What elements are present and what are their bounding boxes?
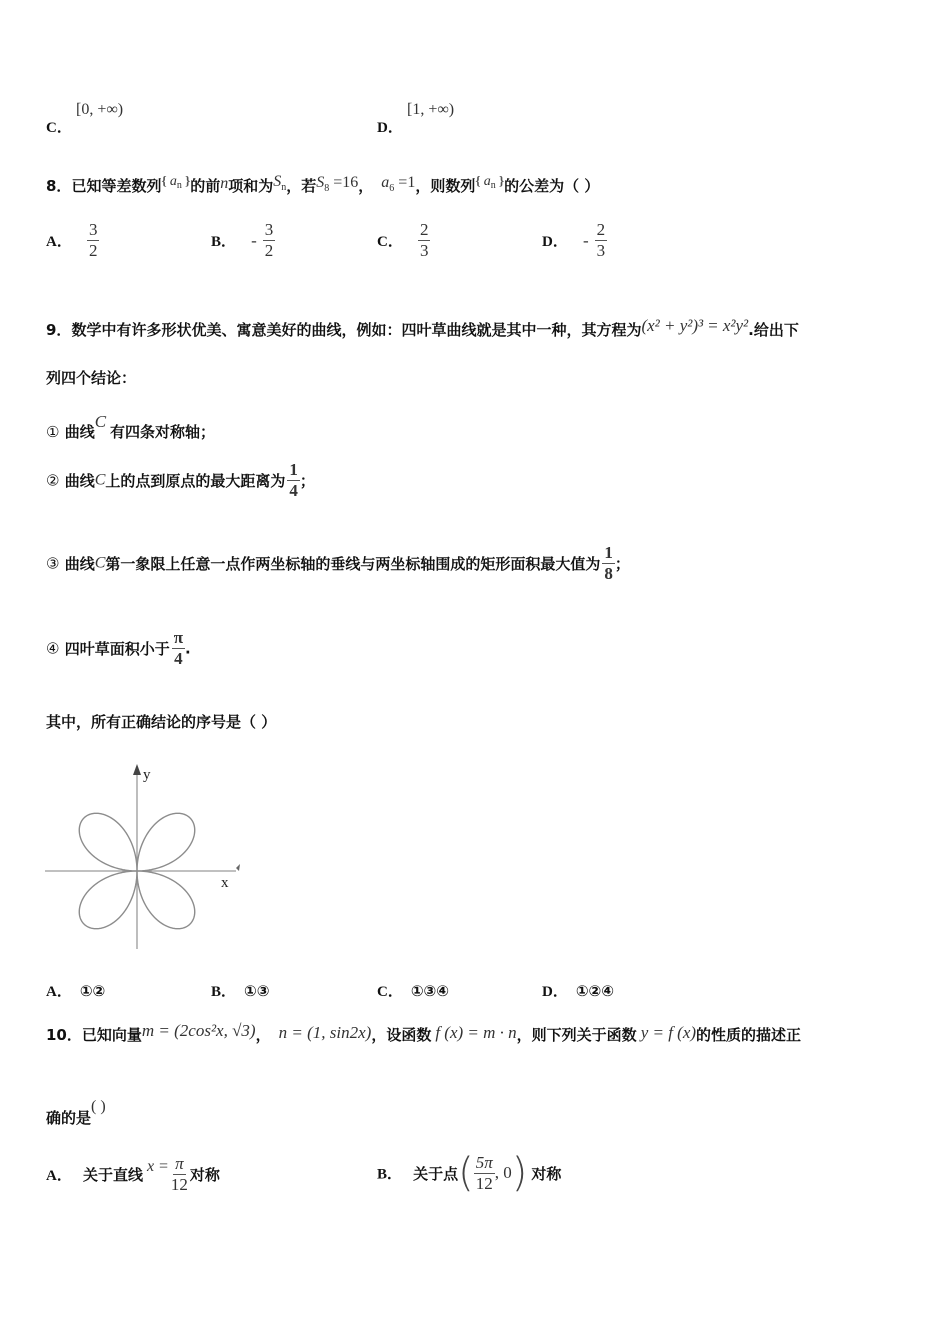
q8-option-d-num: 2: [596, 220, 606, 239]
q8-option-c: [377, 220, 430, 261]
q9-c3-den: 8: [604, 564, 613, 583]
q10-text-6: 确的是: [46, 1109, 92, 1127]
q10-text-5: 的性质的描述正: [696, 1026, 802, 1044]
q10-m-vector: m = (2cos²x, √3): [141, 1021, 256, 1040]
q9-c3-mark: ③: [46, 554, 60, 573]
q9-c3-fraction: [602, 543, 615, 584]
q8-option-d: [542, 220, 607, 261]
q10-option-b-text: 关于点: [413, 1164, 459, 1183]
q9-c3-a: 曲线: [64, 555, 95, 573]
q7-option-d-value: [1, +∞): [407, 101, 455, 118]
q9-c3-end: ；: [614, 555, 630, 573]
q9-stem-line2: 列四个结论：: [46, 369, 137, 387]
q8-option-c-num: 2: [419, 220, 429, 239]
q10-option-b: [377, 1150, 561, 1196]
q8-seq-brace: { $a_n$ }: [161, 173, 191, 191]
q10-text-1: 已知向量: [81, 1026, 142, 1044]
q9-y-arrow-icon: [133, 764, 141, 775]
q9-conclusion-2: [46, 460, 315, 501]
q9-c4-fraction: [172, 628, 185, 669]
q8-seq-sub: n: [176, 180, 182, 191]
q10-y-definition: y = f (x): [640, 1023, 697, 1042]
q9-stem-tail: .给出下: [748, 321, 799, 339]
q8-text-5: ，: [358, 177, 374, 195]
q10-option-a-end: 对称: [189, 1166, 220, 1184]
q8-option-a-fraction: [87, 220, 100, 261]
q10-number: 10．: [46, 1026, 82, 1044]
q10-option-a-label: A．: [46, 1168, 72, 1184]
q10-option-b-den: 12: [475, 1173, 493, 1193]
q10-option-a-text: 关于直线: [82, 1166, 143, 1184]
q9-stem-line1: [46, 312, 799, 344]
q10-text-4: ，则下列关于函数: [516, 1026, 637, 1044]
q8-seq-brace-2: { $a_n$ }: [475, 173, 505, 191]
q10-text-3: ，设函数: [371, 1026, 432, 1044]
q9-c1-mark: ①: [46, 423, 60, 441]
q8-text-1: 已知等差数列: [71, 177, 162, 195]
q9-option-c-value: ①③④: [410, 982, 449, 1000]
q8-option-b-fraction: [263, 220, 276, 261]
q9-c2-den: 4: [289, 481, 298, 500]
q9-equation-rhs: = x²y²: [707, 316, 749, 335]
q9-option-c-label: C．: [377, 984, 403, 1000]
q8-cond1: S: [316, 174, 325, 191]
q10-option-a-x: x =: [146, 1158, 169, 1175]
q9-c1-var: C: [94, 412, 107, 431]
q7-option-d-label: D．: [377, 120, 403, 136]
q9-option-d-label: D．: [542, 984, 568, 1000]
q8-text-7: 的公差为（ ）: [504, 177, 600, 195]
q8-stem: [46, 168, 599, 202]
q9-c4-num: π: [173, 628, 184, 647]
q10-option-b-rparen-icon: ): [511, 1150, 528, 1196]
q9-c3-num: 1: [604, 543, 613, 562]
q10-option-a-fraction: [169, 1154, 190, 1195]
q9-option-b: [211, 980, 269, 1001]
q9-conclusion-1: [46, 408, 215, 446]
q9-option-a: [46, 980, 105, 1001]
q8-option-c-label: C．: [377, 234, 403, 250]
q10-option-b-fraction: [474, 1153, 495, 1194]
q8-option-d-label: D．: [542, 234, 568, 250]
q8-option-a-label: A．: [46, 234, 72, 250]
q9-option-d-value: ①②④: [575, 982, 614, 1000]
q8-text-3: 项和为: [228, 177, 274, 195]
q8-S: S: [273, 173, 282, 190]
q9-c4-mark: ④: [46, 639, 60, 658]
q9-option-b-label: B．: [211, 984, 237, 1000]
q8-text-6: ，则数列: [415, 177, 476, 195]
q10-f-definition: f (x) = m · n: [435, 1023, 517, 1042]
q8-option-d-den: 3: [596, 241, 606, 260]
q8-option-b-num: 3: [264, 220, 274, 239]
q8-cond2: a: [381, 174, 390, 191]
q9-option-c: [377, 980, 449, 1001]
q9-c2-var: C: [94, 471, 106, 489]
q9-c4-a: 四叶草面积小于: [64, 640, 170, 658]
q10-option-b-label: B．: [377, 1166, 403, 1183]
q10-option-a: [46, 1154, 220, 1195]
q10-stem-line2: [46, 1098, 106, 1128]
q9-clover-graph: [40, 760, 250, 955]
q9-c3-var: C: [94, 554, 106, 572]
q9-option-b-value: ①③: [244, 982, 270, 1000]
q9-c2-mark: ②: [46, 471, 60, 490]
q8-text-4: ，若: [286, 177, 317, 195]
q9-question: 其中，所有正确结论的序号是（ ）: [46, 713, 277, 731]
q9-option-a-label: A．: [46, 984, 72, 1000]
q10-text-2: ，: [255, 1026, 271, 1044]
q8-option-b-label: B．: [211, 234, 237, 250]
q8-seq-2: a: [483, 174, 491, 189]
q10-option-b-end: 对称: [531, 1164, 562, 1183]
q8-text-2: 的前: [190, 177, 221, 195]
q9-number: 9．: [46, 321, 72, 339]
q9-x-label: x: [221, 875, 229, 891]
q9-c4-den: 4: [174, 649, 183, 668]
q8-option-b-sign: -: [251, 230, 257, 250]
q8-cond2-rest: =1: [394, 174, 416, 191]
q8-S-sub: n: [281, 182, 287, 193]
q9-x-arrow-icon: [236, 864, 240, 871]
q8-seq-sub-2: n: [490, 180, 496, 191]
q8-option-b-den: 2: [264, 241, 274, 260]
q9-conclusion-3: [46, 543, 630, 584]
q7-option-c-label: C．: [46, 120, 72, 136]
q10-option-b-lparen-icon: (: [458, 1150, 474, 1196]
q8-cond2-sub: 6: [389, 183, 395, 194]
q9-c2-num: 1: [289, 460, 298, 479]
q9-c2-end: ；: [299, 472, 315, 490]
q9-option-a-value: ①②: [79, 982, 106, 1000]
q9-conclusion-4: [46, 628, 191, 669]
q9-c1-b: 有四条对称轴；: [110, 423, 216, 441]
q8-option-c-den: 3: [419, 241, 429, 260]
q8-option-d-sign: -: [582, 230, 589, 250]
q9-c2-a: 曲线: [64, 472, 95, 490]
q7-option-c-value: [0, +∞): [76, 101, 124, 118]
q9-c2-b: 上的点到原点的最大距离为: [105, 472, 286, 490]
q8-option-a: [46, 220, 99, 261]
q8-seq: a: [169, 174, 177, 189]
q10-option-b-rest: , 0: [494, 1163, 512, 1182]
q10-stem-line1: [46, 1014, 801, 1052]
q8-option-b: [211, 220, 275, 261]
q9-c4-end: .: [185, 639, 191, 658]
q9-c2-fraction: [287, 460, 300, 501]
q10-n-vector: n = (1, sin2x): [278, 1023, 372, 1042]
q8-option-c-fraction: [418, 220, 431, 261]
q9-stem-1: 数学中有许多形状优美、寓意美好的曲线，例如：四叶草曲线就是其中一种，其方程为: [71, 321, 642, 339]
q10-option-a-num: π: [175, 1154, 184, 1173]
q9-y-label: y: [143, 767, 151, 783]
q8-cond1-rest: =16: [329, 174, 359, 191]
q8-cond1-sub: 8: [324, 183, 330, 194]
q9-equation-lhs: (x² + y²)³: [641, 316, 704, 335]
q8-option-d-fraction: [595, 220, 608, 261]
q8-number: 8．: [46, 177, 72, 195]
q8-option-a-den: 2: [88, 241, 98, 260]
q10-answer-paren: ( ): [91, 1098, 106, 1115]
q8-n: n: [220, 175, 229, 192]
q10-option-b-num: 5π: [475, 1152, 493, 1172]
q9-c1-a: 曲线: [64, 423, 95, 441]
q10-option-a-den: 12: [170, 1175, 188, 1194]
q9-c3-b: 第一象限上任意一点作两坐标轴的垂线与两坐标轴围成的矩形面积最大值为: [105, 555, 601, 573]
q9-option-d: [542, 980, 614, 1001]
q8-option-a-num: 3: [88, 220, 98, 239]
